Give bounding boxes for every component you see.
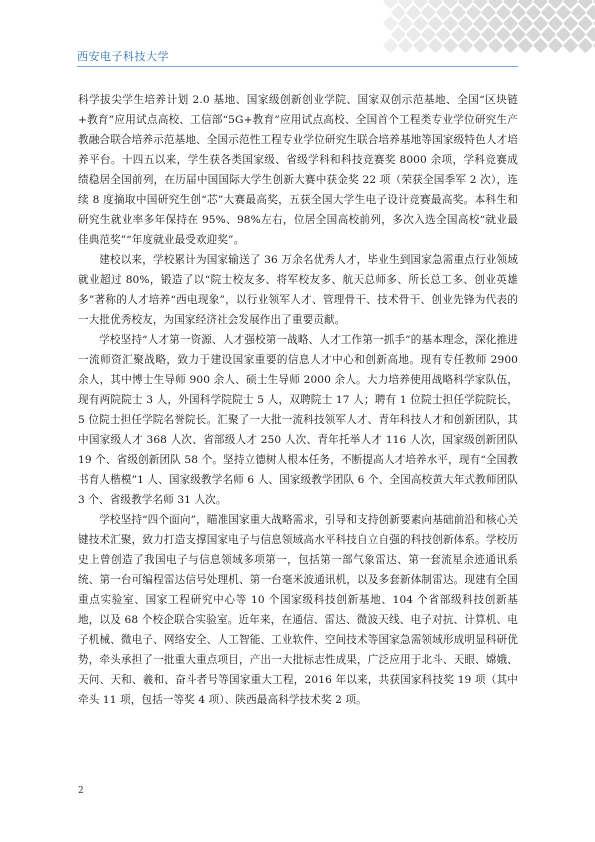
page-number: 2 [78, 786, 84, 796]
header-rule [77, 66, 518, 67]
paragraph-1: 科学拔尖学生培养计划 2.0 基地、国家级创新创业学院、国家双创示范基地、全国“区块链+教育”应用试点高校、工信部“5G+教育”应用试点高校、全国首个工程类专业学位研究生产教融合联合培养示范基地、全国示范性工程专业学位研究生联合培养基地等国家级特色人才培养平台。十四五以来，学生获各类国家级、省级学科和科技竞赛奖 8000 余项，学科竞赛成绩稳居全国前列，在历届中国国际大学生创新大赛中获金奖 22 项（荣获全国季军 2 次），连续 8 度摘取中国研究生创“芯”大赛最高奖，五获全国大学生电子设计竞赛最高奖。本科生和研究生就业率多年保持在 95%、98%左右，位居全国高校前列，多次入选全国高校“就业最佳典范奖”“年度就业最受欢迎奖”。 [78, 94, 518, 246]
paragraph-4: 学校坚持“四个面向”，瞄准国家重大战略需求，引导和支持创新要素向基础前沿和核心关键技术汇聚，致力打造支撑国家电子与信息领域高水平科技自立自强的科技创新体系。学校历史上曾创造了我国电子与信息领域多项第一，包括第一部气象雷达、第一套流星余迹通讯系统、第一台可编程雷达信号处理机、第一台毫米波通讯机，以及多套新体制雷达。现建有全国重点实验室、国家工程研究中心等 10 个国家级科技创新基地、104 个省部级科技创新基地，以及 68 个校企联合实验室。近年来，在通信、雷达、微波天线、电子对抗、计算机、电子机械、微电子、网络安全、人工智能、工业软件、空间技术等国家急需领域形成明显科研优势，牵头承担了一批重大重点项目，产出一大批标志性成果，广泛应用于北斗、天眼、嫦娥、天问、天和、羲和、奋斗者号等国家重大工程，2016 年以来，共获国家科技奖 19 项（其中牵头 11 项，包括一等奖 4 项）、陕西最高科学技术奖 2 项。 [78, 514, 518, 706]
body-text [78, 90, 518, 710]
page-header [0, 0, 595, 62]
paragraph-3: 学校坚持“人才第一资源、人才强校第一战略、人才工作第一抓手”的基本理念，深化推进一流师资汇聚战略，致力于建设国家重要的信息人才中心和创新高地。现有专任教师 2900 余人，其中博士生导师 900 余人、硕士生导师 2000 余人。大力培养使用战略科学家队伍，现有两院院士 3 人，外国科学院院士 5 人，双聘院士 17 人；聘有 1 位院士担任学院院长，5 位院士担任学院名誉院长。汇聚了一大批一流科技领军人才、青年科技人才和创新团队，其中国家级人才 368 人次、省部级人才 250 人次、青年托举人才 116 人次，国家级创新团队 19 个、省级创新团队 58 个。坚持立德树人根本任务，不断提高人才培养水平，现有“全国教书育人楷模”1 人、国家级教学名师 6 人、国家级教学团队 6 个、全国高校黄大年式教师团队 3 个、省级教学名师 31 人次。 [78, 334, 518, 506]
paragraph-2: 建校以来，学校累计为国家输送了 36 万余名优秀人才，毕业生到国家急需重点行业领域就业超过 80%，锻造了以“院士校友多、将军校友多、航天总师多、所长总工多、创业英雄多”著称的人才培养“西电现象”，以行业领军人才、管理骨干、技术骨干、创业先锋为代表的一大批优秀校友，为国家经济社会发展作出了重要贡献。 [78, 254, 518, 326]
university-name: 西安电子科技大学 [77, 50, 169, 63]
diamond-pattern-decoration [355, 0, 595, 56]
